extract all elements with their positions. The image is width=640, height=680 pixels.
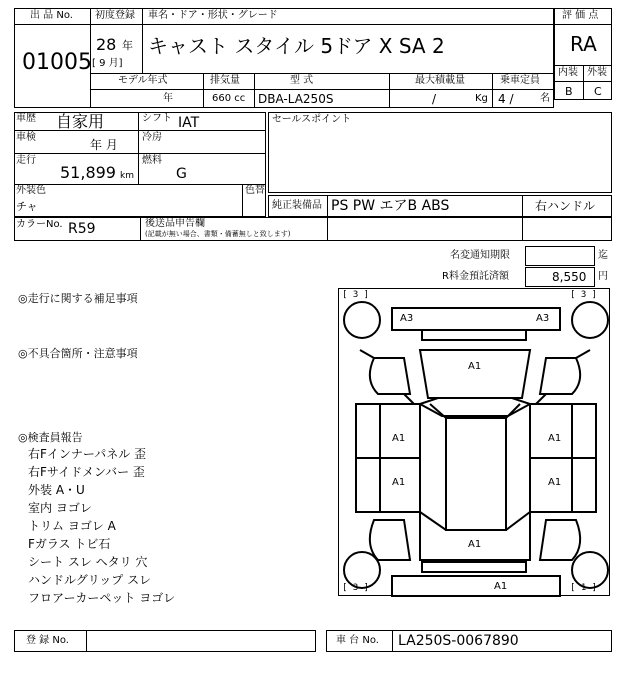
mark-front-bumper-right: A3 [536, 313, 550, 324]
exterior-label: 外装 [587, 67, 607, 78]
lot-number: 01005 [22, 50, 92, 75]
first-reg-label: 初度登録 [95, 10, 135, 21]
tire-label-front-right: [ 3 ] [570, 290, 598, 300]
color-change-label: 色替 [245, 185, 265, 196]
rear-hatch [420, 512, 530, 560]
front-bumper [392, 308, 560, 330]
color-no-label: カラーNo. [16, 219, 63, 230]
mark-right-front-door: A1 [548, 433, 562, 444]
interior-label: 内装 [558, 67, 578, 78]
equipment-label: 純正装備品 [272, 200, 322, 211]
mark-left-front-door: A1 [392, 433, 406, 444]
color-value: チャ [16, 200, 38, 213]
windshield [420, 398, 530, 416]
post-report-label: 後送品申告欄 [145, 218, 205, 229]
roof [446, 418, 506, 530]
model-code-label: 型 式 [290, 75, 314, 86]
displacement-value: 660 cc [212, 93, 246, 104]
inspector-item: 右Fインナーパネル 歪 [28, 447, 147, 461]
mark-left-rear-door: A1 [392, 477, 406, 488]
tire-label-rear-right: [ 1 ] [570, 583, 598, 593]
max-load-label: 最大積載量 [415, 75, 465, 86]
recycle-label: R料金預託済額 [442, 271, 509, 282]
lot-label: 出 品 No. [30, 10, 73, 21]
driving-notes-label: ◎走行に関する補足事項 [18, 292, 138, 305]
mileage-unit: km [120, 171, 134, 181]
inspector-item: 右Fサイドメンバー 歪 [28, 465, 145, 479]
recycle-amount: 8,550 [552, 270, 587, 284]
mark-rear-hatch: A1 [468, 539, 482, 550]
mark-rear-bumper: A1 [494, 581, 508, 592]
reg-no-label: 登 録 No. [26, 635, 69, 646]
chassis-label: 車 台 No. [336, 635, 379, 646]
inspector-item: トリム ヨゴレ A [28, 519, 116, 533]
grade-label: 評 価 点 [562, 10, 599, 21]
tire-label-rear-left: [ 3 ] [342, 583, 370, 593]
model-code: DBA-LA250S [258, 92, 334, 106]
recycle-unit: 円 [598, 271, 608, 282]
color-no-value: R59 [68, 221, 96, 237]
model-year-label: モデル年式 [118, 75, 168, 86]
fuel-value: G [176, 166, 187, 182]
sales-point-label: セールスポイント [272, 114, 352, 125]
max-load-value: / [432, 92, 437, 106]
tire-label-front-left: [ 3 ] [342, 290, 370, 300]
ac-label: 冷房 [142, 132, 162, 143]
model-year-unit: 年 [163, 93, 173, 104]
inspector-item: ハンドルグリップ スレ [28, 573, 152, 587]
hood [420, 350, 530, 398]
history-value: 自家用 [56, 112, 105, 131]
tire-front-left [344, 302, 380, 338]
mileage-value: 51,899 [60, 163, 116, 182]
max-load-unit: Kg [475, 93, 488, 104]
equipment-value: PS PW エアB ABS [331, 198, 450, 214]
capacity-unit: 名 [540, 93, 550, 104]
reg-year: 28 [96, 35, 117, 54]
defects-label: ◎不具合箇所・注意事項 [18, 347, 138, 360]
capacity-value: 4 / [498, 92, 514, 106]
mark-right-rear-door: A1 [548, 477, 562, 488]
tire-front-right [572, 302, 608, 338]
rear-bumper [392, 576, 560, 596]
post-report-note: (記載が無い場合、書類・備蓄無しと致します) [145, 230, 291, 238]
mark-hood: A1 [468, 361, 482, 372]
chassis-number: LA250S-0067890 [398, 633, 519, 649]
inspection-label: 車検 [16, 132, 36, 143]
fuel-label: 燃料 [142, 155, 162, 166]
color-label: 外装色 [16, 185, 46, 196]
notice-label: 名変通知期限 [450, 250, 510, 261]
grade-score: RA [570, 32, 597, 56]
inspection-value: 年 月 [90, 138, 118, 152]
inspector-label: ◎検査員報告 [18, 431, 83, 444]
inspector-item: シート スレ ヘタリ 穴 [28, 555, 148, 569]
inspector-item: 室内 ヨゴレ [28, 501, 92, 515]
inspector-item: フロアーカーペット ヨゴレ [28, 591, 176, 605]
notice-unit: 迄 [598, 250, 608, 261]
mark-front-bumper-left: A3 [400, 313, 414, 324]
car-name-label: 車名・ドア・形状・グレード [148, 10, 278, 21]
steering-value: 右ハンドル [535, 199, 596, 213]
car-name: キャスト スタイル 5ドア X SA 2 [148, 34, 445, 58]
inspector-item: 外装 A・U [28, 483, 85, 497]
capacity-label: 乗車定員 [500, 75, 540, 86]
reg-year-unit: 年 [122, 39, 133, 52]
shift-label: シフト [142, 113, 172, 124]
mileage-label: 走行 [16, 155, 36, 166]
inspector-item: Fガラス トビ石 [28, 537, 111, 551]
interior-grade: B [565, 85, 573, 98]
reg-month: [ 9 月] [92, 58, 123, 69]
shift-value: IAT [178, 115, 200, 131]
displacement-label: 排気量 [210, 75, 240, 86]
history-label: 車歴 [16, 113, 36, 124]
exterior-grade: C [594, 85, 602, 98]
